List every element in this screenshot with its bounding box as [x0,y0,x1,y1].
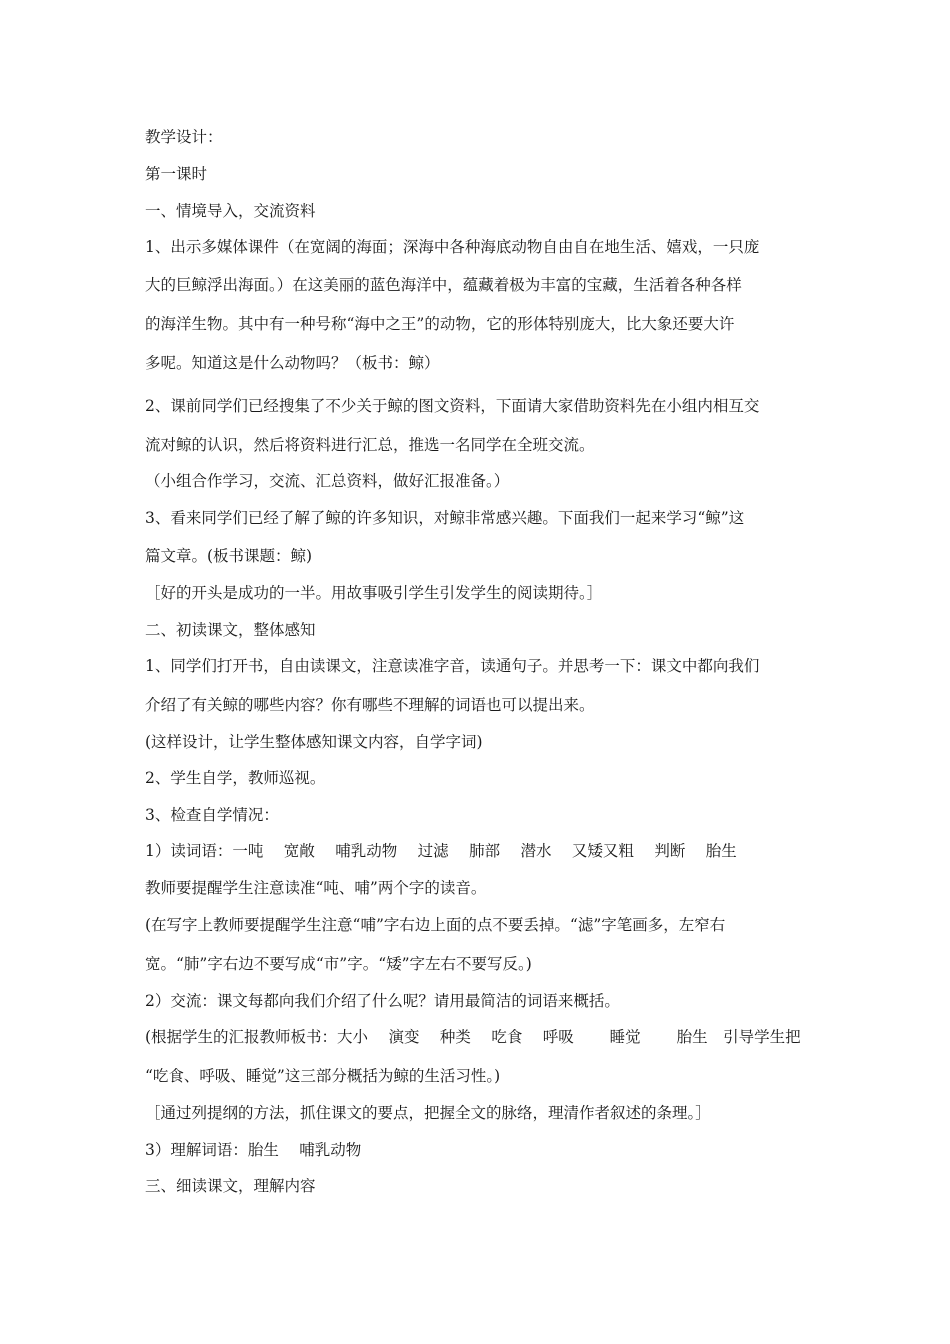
paragraph-line: 篇文章。(板书课题：鲸) [145,547,313,565]
paragraph-line: 3、检查自学情况： [145,806,279,824]
paragraph-line: “吃食、呼吸、睡觉”这三部分概括为鲸的生活习性。) [145,1067,501,1085]
paragraph-line: (在写字上教师要提醒学生注意“哺”字右边上面的点不要丢掉。“滤”字笔画多，左窄右 [145,916,726,934]
paragraph-line: ［通过列提纲的方法，抓住课文的要点，把握全文的脉络，理清作者叙述的条理。］ [145,1104,711,1122]
paragraph-line: 多呢。知道这是什么动物吗？（板书：鲸） [145,354,440,372]
paragraph-line: 介绍了有关鲸的哪些内容？你有哪些不理解的词语也可以提出来。 [145,696,595,714]
paragraph-line: （小组合作学习，交流、汇总资料，做好汇报准备。） [145,472,510,490]
section-heading-1: 一、情境导入，交流资料 [145,202,316,220]
paragraph-line: 的海洋生物。其中有一种号称“海中之王”的动物，它的形体特别庞大，比大象还要大许 [145,315,735,333]
paragraph-line: 2、课前同学们已经搜集了不少关于鲸的图文资料，下面请大家借助资料先在小组内相互交 [145,397,760,415]
paragraph-line: 1、出示多媒体课件（在宽阔的海面；深海中各种海底动物自由自在地生活、嬉戏，一只庞 [145,238,760,256]
heading-first-lesson: 第一课时 [145,165,208,183]
paragraph-line: 1、同学们打开书，自由读课文，注意读准字音，读通句子。并思考一下：课文中都向我们 [145,657,760,675]
paragraph-line: 2）交流：课文每都向我们介绍了什么呢？请用最简洁的词语来概括。 [145,992,620,1010]
section-heading-3: 三、细读课文，理解内容 [145,1177,316,1195]
paragraph-line: (这样设计，让学生整体感知课文内容，自学字词) [145,733,483,751]
section-heading-2: 二、初读课文，整体感知 [145,621,316,639]
paragraph-line: 教师要提醒学生注意读准“吨、哺”两个字的读音。 [145,879,487,897]
paragraph-line: 3、看来同学们已经了解了鲸的许多知识，对鲸非常感兴趣。下面我们一起来学习“鲸”这 [145,509,745,527]
paragraph-line: 宽。“肺”字右边不要写成“市”字。“矮”字左右不要写反。) [145,955,532,973]
vocabulary-line: 1）读词语：一吨 宽敞 哺乳动物 过滤 肺部 潜水 又矮又粗 判断 胎生 [145,842,737,860]
paragraph-line: 流对鲸的认识，然后将资料进行汇总，推选一名同学在全班交流。 [145,436,595,454]
paragraph-line: ［好的开头是成功的一半。用故事吸引学生引发学生的阅读期待。］ [145,584,603,602]
paragraph-line: (根据学生的汇报教师板书：大小 演变 种类 吃食 呼吸 睡觉 胎生 引导学生把 [145,1028,801,1046]
paragraph-line: 大的巨鲸浮出海面。）在这美丽的蓝色海洋中，蕴藏着极为丰富的宝藏，生活着各种各样 [145,276,742,294]
paragraph-line: 3）理解词语：胎生 哺乳动物 [145,1141,362,1159]
heading-teaching-design: 教学设计： [145,128,223,146]
paragraph-line: 2、学生自学，教师巡视。 [145,769,326,787]
